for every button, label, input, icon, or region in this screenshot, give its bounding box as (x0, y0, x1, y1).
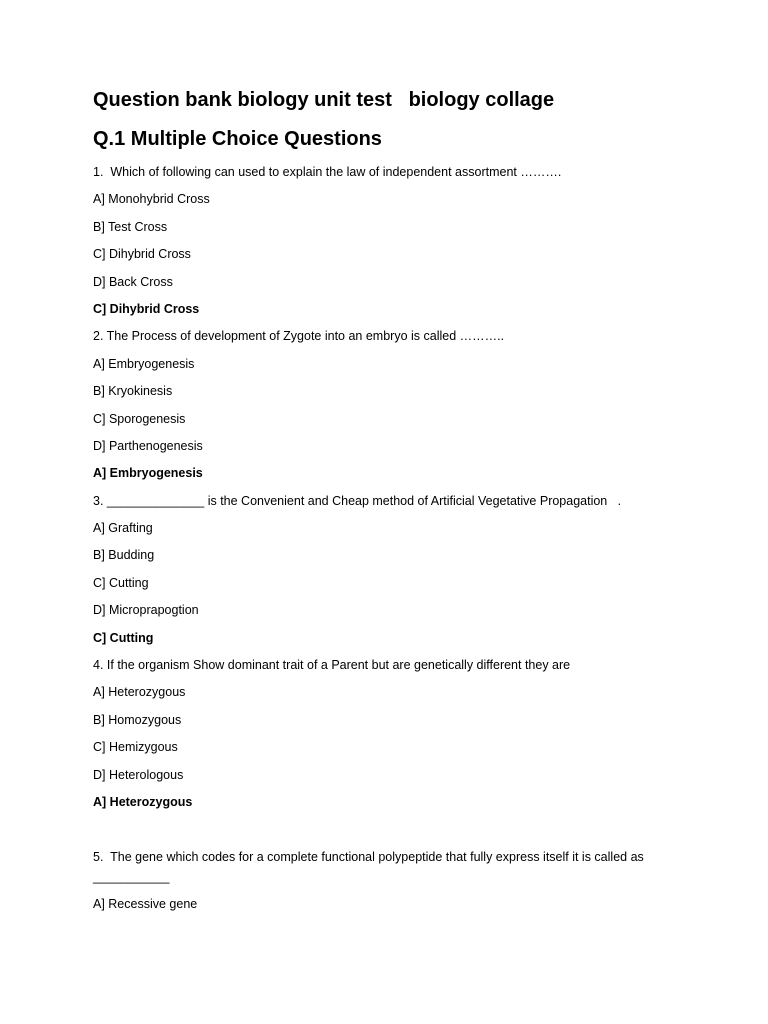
question-1: 1. Which of following can used to explain the law of independent assortment ………. (93, 165, 562, 179)
question-3-option-a: A] Grafting (93, 521, 153, 536)
question-2-option-b: B] Kryokinesis (93, 384, 173, 399)
question-1-option-a: A] Monohybrid Cross (93, 192, 210, 207)
question-5-option-a: A] Recessive gene (93, 896, 198, 911)
question-4-answer: A] Heterozygous (93, 794, 193, 809)
question-2-option-d: D] Parthenogenesis (93, 438, 203, 453)
question-1-option-c: C] Dihybrid Cross (93, 247, 191, 262)
question-list (93, 162, 733, 921)
spacer (93, 819, 733, 846)
question-1-option-b: B] Test Cross (93, 219, 168, 234)
question-4-option-a: A] Heterozygous (93, 685, 186, 700)
question-3-option-d: D] Microprapogtion (93, 603, 199, 618)
question-2: 2. The Process of development of Zygote into an embryo is called ……….. (93, 329, 505, 344)
question-1-option-d: D] Back Cross (93, 274, 173, 289)
document-title: Question bank biology unit test biology collage (93, 89, 555, 111)
question-2-option-c: C] Sporogenesis (93, 411, 186, 426)
question-3-answer: C] Cutting (93, 630, 154, 645)
question-3-option-b: B] Budding (93, 548, 155, 563)
question-2-option-a: A] Embryogenesis (93, 356, 195, 371)
question-4: 4. If the organism Show dominant trait of a Parent but are genetically different they are (93, 658, 571, 673)
question-1-answer: C] Dihybrid Cross (93, 301, 200, 316)
question-4-option-d: D] Heterologous (93, 767, 184, 782)
section-heading: Q.1 Multiple Choice Questions (93, 128, 382, 150)
question-5-blank: ___________ (93, 869, 170, 884)
question-2-answer: A] Embryogenesis (93, 466, 203, 481)
question-4-option-b: B] Homozygous (93, 712, 182, 727)
question-3-option-c: C] Cutting (93, 575, 149, 590)
question-5: 5. The gene which codes for a complete functional polypeptide that fully express itself it is called as (93, 849, 644, 864)
question-4-option-c: C] Hemizygous (93, 740, 178, 755)
question-3: 3. ______________ is the Convenient and Cheap method of Artificial Vegetative Propagation . (93, 493, 622, 508)
